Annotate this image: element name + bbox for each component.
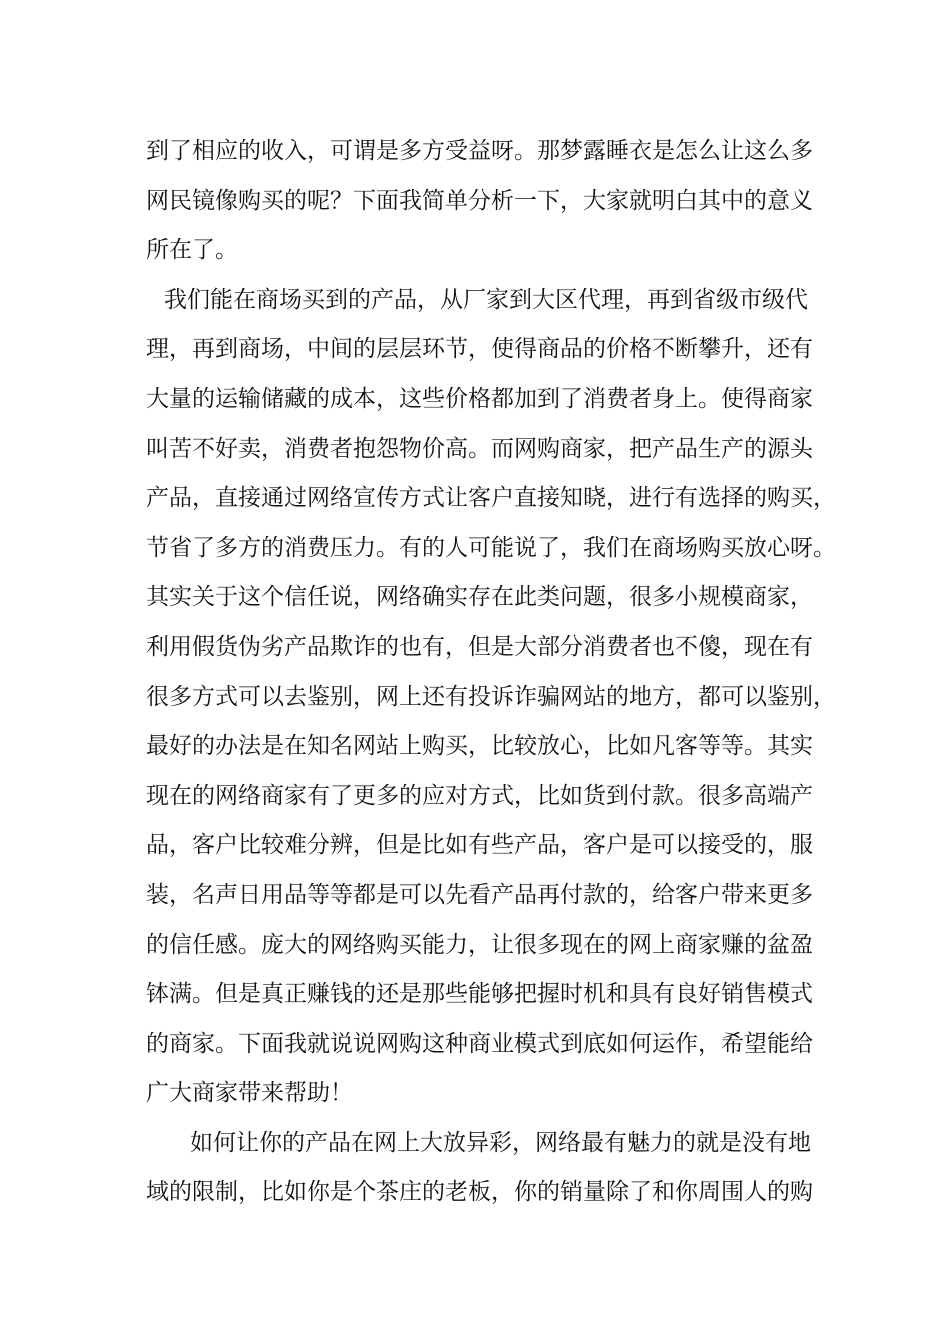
body-text [146, 127, 836, 1218]
paragraph-2-line-4: 叫苦不好卖，消费者抱怨物价高。而网购商家，把产品生产的源头 [146, 435, 813, 462]
paragraph-2-line-10: 最好的办法是在知名网站上购买，比较放心，比如凡客等等。其实 [146, 733, 813, 760]
paragraph-2-line-5: 产品，直接通过网络宣传方式让客户直接知晓，进行有选择的购买， [146, 485, 836, 512]
paragraph-1-line-2: 网民镜像购买的呢？下面我简单分析一下，大家就明白其中的意义 [146, 187, 813, 214]
paragraph-1-line-1: 到了相应的收入，可谓是多方受益呀。那梦露睡衣是怎么让这么多 [146, 138, 813, 164]
paragraph-2-line-14: 的信任感。庞大的网络购买能力，让很多现在的网上商家赚的盆盈 [146, 931, 813, 958]
paragraph-2-line-2: 理，再到商场，中间的层层环节，使得商品的价格不断攀升，还有 [146, 336, 813, 363]
paragraph-2-line-1: 我们能在商场买到的产品，从厂家到大区代理，再到省级市级代 [164, 286, 808, 313]
paragraph-2-line-15: 钵满。但是真正赚钱的还是那些能够把握时机和具有良好销售模式 [146, 981, 813, 1008]
paragraph-3-line-2: 域的限制，比如你是个茶庄的老板，你的销量除了和你周围人的购 [146, 1179, 813, 1206]
paragraph-2-line-16: 的商家。下面我就说说网购这种商业模式到底如何运作，希望能给 [146, 1030, 813, 1057]
paragraph-2-line-7: 其实关于这个信任说，网络确实存在此类问题，很多小规模商家， [146, 584, 813, 611]
paragraph-2-line-17: 广大商家带来帮助！ [146, 1080, 353, 1107]
paragraph-2-line-9: 很多方式可以去鉴别，网上还有投诉诈骗网站的地方，都可以鉴别， [146, 683, 836, 710]
paragraph-2-line-6: 节省了多方的消费压力。有的人可能说了，我们在商场购买放心呀。 [146, 534, 836, 561]
paragraph-2-line-11: 现在的网络商家有了更多的应对方式，比如货到付款。很多高端产 [146, 782, 813, 809]
paragraph-3-line-1: 如何让你的产品在网上大放异彩，网络最有魅力的就是没有地 [190, 1129, 811, 1156]
paragraph-2-line-13: 装，名声日用品等等都是可以先看产品再付款的，给客户带来更多 [146, 881, 813, 908]
paragraph-2-line-12: 品，客户比较难分辨，但是比如有些产品，客户是可以接受的，服 [146, 832, 813, 859]
paragraph-2-line-3: 大量的运输储藏的成本，这些价格都加到了消费者身上。使得商家 [146, 385, 813, 412]
paragraph-2-line-8: 利用假货伪劣产品欺诈的也有，但是大部分消费者也不傻，现在有 [146, 633, 813, 660]
paragraph-1-line-3: 所在了。 [146, 237, 238, 264]
